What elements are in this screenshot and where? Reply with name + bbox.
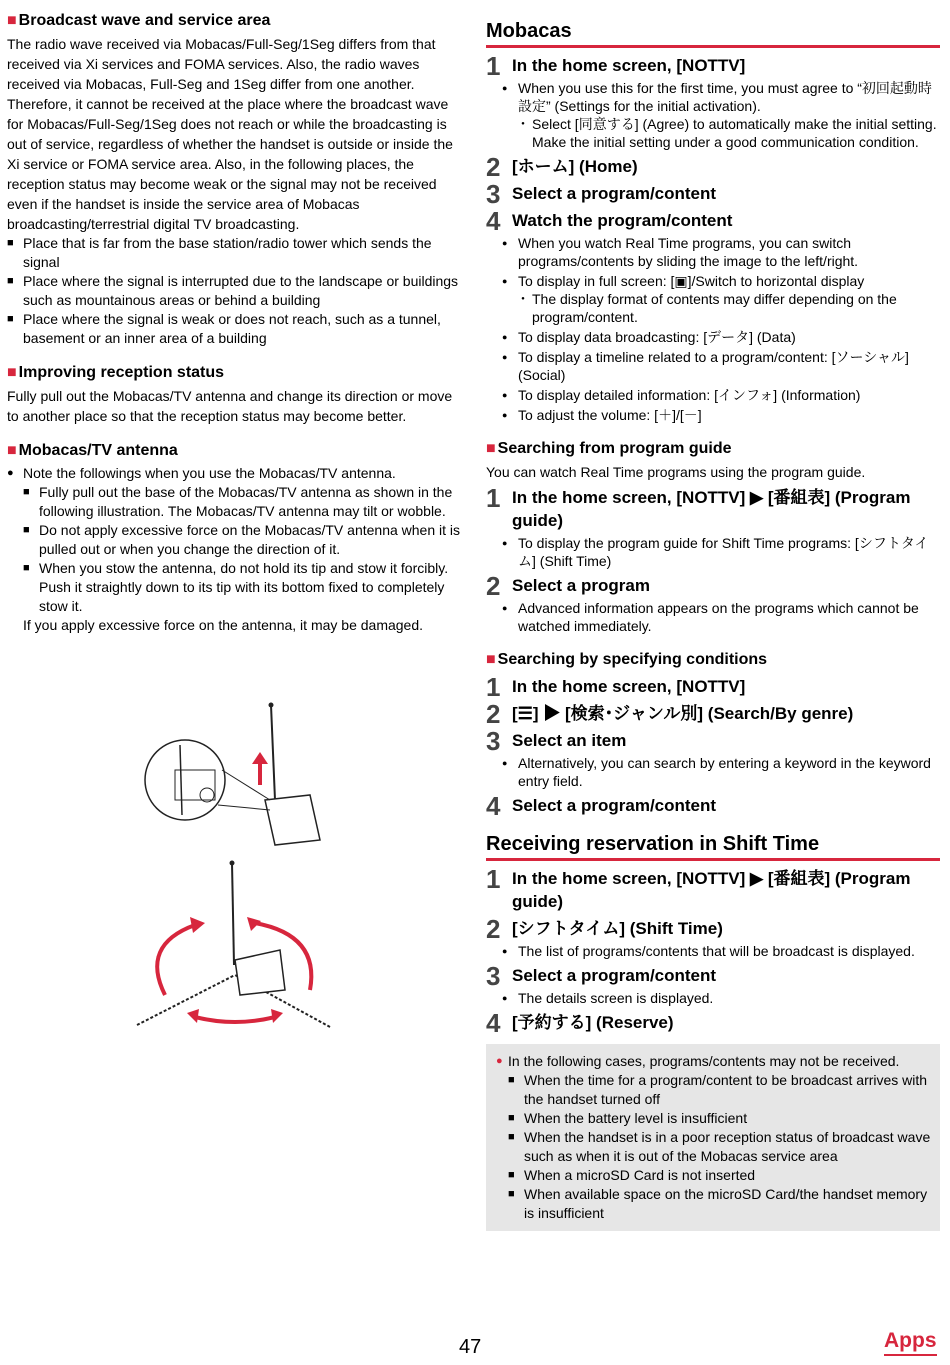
step-text: Watch the program/content [512,211,733,230]
conditions-step [486,726,940,756]
antenna-heading: ■ Mobacas/TV antenna [7,440,462,462]
step-number: 4 [486,1008,501,1038]
broadcast-item: ■ Place that is far from the base station/radio tower which sends the signal [7,234,462,272]
step-number: 1 [486,483,501,513]
step-bullet: ● When you watch Real Time programs, you can switch programs/contents by sliding the image to the left/right. [501,234,940,270]
antenna-note: ● Note the followings when you use the Mobacas/TV antenna. [7,464,462,483]
step-number: 2 [486,571,501,601]
antenna-item: ■ Do not apply excessive force on the Mobacas/TV antenna when it is pulled out or when you change the direction of it. [23,521,462,559]
note-item: ■ When available space on the microSD Card/the handset memory is insufficient [508,1185,932,1223]
step-bullet: ● To adjust the volume: [＋]/[－] [501,406,940,424]
step-number: 3 [486,961,501,991]
step-number: 2 [486,152,501,182]
step-number: 3 [486,179,501,209]
broadcast-item: ■ Place where the signal is interrupted due to the landscape or buildings such as mountainous areas or behind a building [7,272,462,310]
improving-paragraph: Fully pull out the Mobacas/TV antenna and change its direction or move to another place so that the reception status may become better. [7,388,453,424]
step-bullet: ● When you use this for the first time, you must agree to “初回起動時設定” (Settings for the initial activation). [501,79,940,115]
antenna-item: ■ Fully pull out the base of the Mobacas/TV antenna as shown in the following illustration. The Mobacas/TV antenna may tilt or wobble. [23,483,462,521]
section-link-apps[interactable]: Apps [884,1328,937,1356]
step-bullet: ● The details screen is displayed. [501,989,940,1007]
note-item: ■ When the handset is in a poor reception status of broadcast wave such as when it is out of the Mobacas service area [508,1128,932,1166]
antenna-rotation-illustration [135,855,335,1030]
step-text: [☰] ▶ [検索･ジャンル別] (Search/By genre) [512,704,854,723]
step-text: In the home screen, [NOTTV] [512,677,746,696]
note-item: ■ When the battery level is insufficient [508,1109,932,1128]
note-item: ■ When a microSD Card is not inserted [508,1166,932,1185]
shift-step [486,864,940,913]
page-number: 47 [459,1336,482,1358]
step-text: Select a program/content [512,796,717,815]
note-intro: ● In the following cases, programs/contents may not be received. [496,1052,932,1071]
step-number: 1 [486,51,501,81]
step-number: 1 [486,864,501,894]
broadcast-item: ■ Place where the signal is weak or does not reach, such as a tunnel, basement or an inner area of a building [7,310,462,348]
step-bullet: ● To display data broadcasting: [データ] (Data) [501,328,940,346]
right-column [486,18,940,1231]
shift-step [486,1008,940,1038]
improving-heading: ■ Improving reception status [7,362,462,384]
conditions-heading: ■ Searching by specifying conditions [486,649,940,671]
step-number: 2 [486,699,501,729]
guide-step [486,483,940,532]
step-bullet: ● To display detailed information: [インフォ] (Information) [501,386,940,404]
step-text: [予約する] (Reserve) [512,1013,674,1032]
step-text: In the home screen, [NOTTV] ▶ [番組表] (Program guide) [512,488,911,530]
antenna-pullout-illustration [140,700,330,850]
step-sub-bullet: ・ The display format of contents may differ depending on the program/content. [518,290,940,326]
antenna-item: ■ When you stow the antenna, do not hold its tip and stow it forcibly. Push it straightly down to its tip with its bottom fixed to completely stow it. [23,559,462,616]
mobacas-step [486,179,940,209]
guide-heading: ■ Searching from program guide [486,438,940,460]
step-text: Select a program/content [512,966,717,985]
step-text: In the home screen, [NOTTV] ▶ [番組表] (Program guide) [512,869,911,911]
conditions-step [486,672,940,702]
step-text: Select a program [512,576,650,595]
reception-note-box [486,1044,940,1231]
antenna-warning: If you apply excessive force on the antenna, it may be damaged. [23,617,424,633]
step-sub-bullet: ・ Select [同意する] (Agree) to automatically make the initial setting. Make the initial setting under a good communication condition. [518,115,940,151]
mobacas-step [486,206,940,236]
note-item: ■ When the time for a program/content to be broadcast arrives with the handset turned off [508,1071,932,1109]
step-bullet: ● The list of programs/contents that will be broadcast is displayed. [501,942,940,960]
conditions-step [486,791,940,821]
step-bullet: ● To display the program guide for Shift Time programs: [シフトタイム] (Shift Time) [501,534,940,570]
step-number: 2 [486,914,501,944]
conditions-step [486,699,940,729]
shift-step [486,961,940,991]
guide-step [486,571,940,601]
step-number: 1 [486,672,501,702]
guide-paragraph: You can watch Real Time programs using the program guide. [486,464,866,480]
step-bullet: ● To display a timeline related to a program/content: [ソーシャル] (Social) [501,348,940,384]
broadcast-paragraph: The radio wave received via Mobacas/Full-Seg/1Seg differs from that received via Xi services and FOMA services. Also, the radio waves received via Mobacas, Full-Seg and 1Seg differ from one another. Therefore, it cannot be received at the place where the broadcast wave for Mobacas/Full-Seg/1Seg does not reach or while the broadcasting is out of service, regardless of whether the handset is outside or inside the Xi service or FOMA service area. Also, in the following places, the reception status may become weak or the signal may not be received even if the handset is inside the service area of Mobacas broadcasting/terrestrial digital TV broadcasting. [7,36,453,232]
mobacas-step [486,51,940,81]
step-number: 4 [486,791,501,821]
step-bullet: ● Alternatively, you can search by entering a keyword in the keyword entry field. [501,754,940,790]
step-number: 3 [486,726,501,756]
shift-step [486,914,940,944]
left-column [7,10,462,635]
step-text: [シフトタイム] (Shift Time) [512,919,723,938]
broadcast-heading: ■ Broadcast wave and service area [7,10,462,32]
step-number: 4 [486,206,501,236]
step-bullet: ● To display in full screen: [▣]/Switch to horizontal display [501,272,940,290]
step-text: [ホーム] (Home) [512,157,638,176]
mobacas-title: Mobacas [486,18,940,48]
step-bullet: ● Advanced information appears on the programs which cannot be watched immediately. [501,599,940,635]
step-text: In the home screen, [NOTTV] [512,56,746,75]
mobacas-step [486,152,940,182]
shift-title: Receiving reservation in Shift Time [486,831,940,861]
step-text: Select a program/content [512,184,717,203]
step-text: Select an item [512,731,627,750]
